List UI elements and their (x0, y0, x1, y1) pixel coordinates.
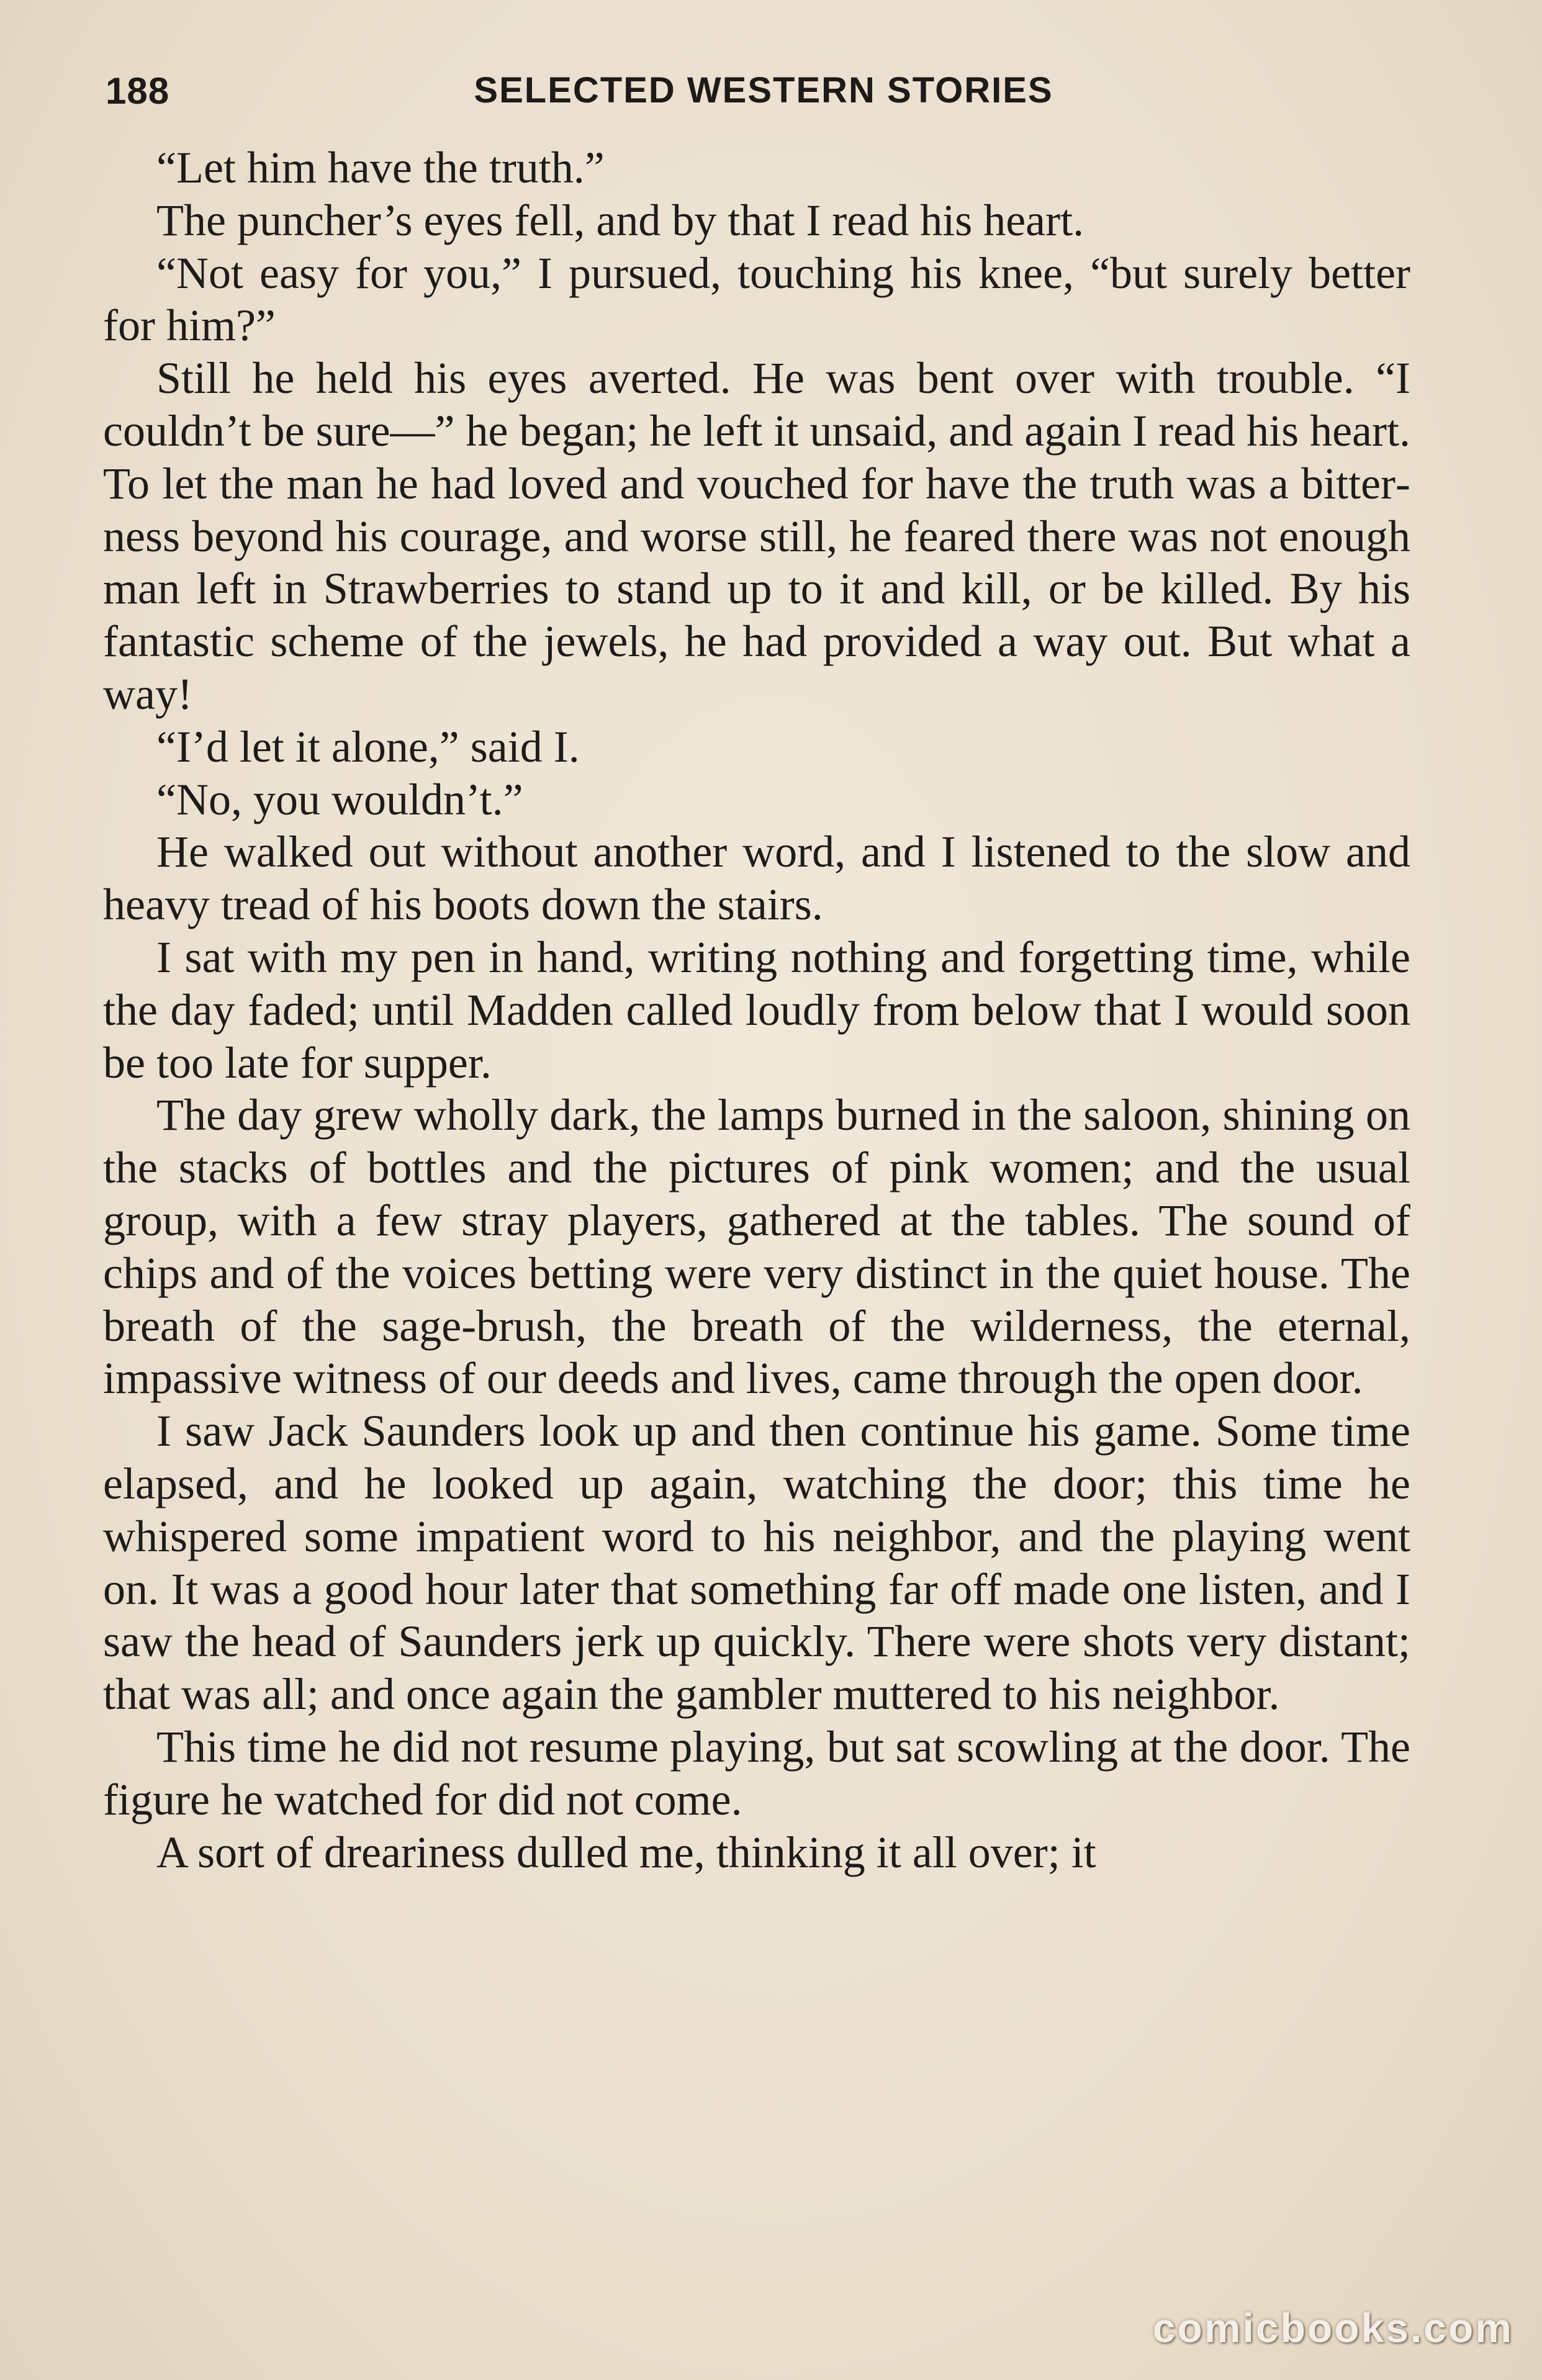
body-text (103, 142, 1410, 1878)
paragraph: The day grew wholly dark, the lamps burned in the saloon, shining on the stacks of bottles and the pictures of pink women; and the usual group, with a few stray players, gathered at the tables. The sound of chips and of the voices betting were very distinct in the quiet house. The breath of the sage-brush, the breath of the wilderness, the eternal, impassive witness of our deeds and lives, came through the open door. (103, 1090, 1410, 1404)
paragraph: I sat with my pen in hand, writing nothing and forgetting time, while the day faded; until Madden called loudly from below that I would soon be too late for supper. (103, 932, 1410, 1088)
paragraph: The puncher’s eyes fell, and by that I read his heart. (156, 195, 1084, 245)
paragraph: “I’d let it alone,” said I. (156, 721, 580, 772)
paragraph: “Let him have the truth.” (156, 143, 605, 192)
paragraph: Still he held his eyes averted. He was bent over with trouble. “I couldn’t be sure—” he began; he left it unsaid, and again I read his heart. To let the man he had loved and vouched for have the truth was a bitterness beyond his courage, and worse still, he feared there was not enough man left in Strawberries to stand up to it and kill, or be killed. By his fantastic scheme of the jewels, he had provided a way out. But what a way! (103, 353, 1410, 719)
page-header (106, 70, 1422, 125)
paragraph: A sort of dreariness dulled me, thinking it all over; it (156, 1827, 1096, 1877)
paragraph: “Not easy for you,” I pursued, touching his knee, “but surely better for him?” (103, 248, 1410, 351)
watermark: comicbooks.com (1152, 2305, 1513, 2351)
paragraph: I saw Jack Saunders look up and then continue his game. Some time elapsed, and he looked up again, watching the door; this time he whispered some impatient word to his neighbor, and the playing went on. It was a good hour later that something far off made one listen, and I saw the head of Saunders jerk up quickly. There were shots very distant; that was all; and once again the gambler muttered to his neighbor. (103, 1406, 1410, 1720)
paragraph: “No, you wouldn’t.” (156, 774, 523, 824)
paragraph: He walked out without another word, and I listened to the slow and heavy tread of his boots down the stairs. (103, 827, 1410, 930)
paragraph: This time he did not resume playing, but sat scowling at the door. The figure he watched for did not come. (103, 1721, 1410, 1824)
running-head: SELECTED WESTERN STORIES (474, 70, 1053, 110)
page-number: 188 (106, 70, 170, 112)
